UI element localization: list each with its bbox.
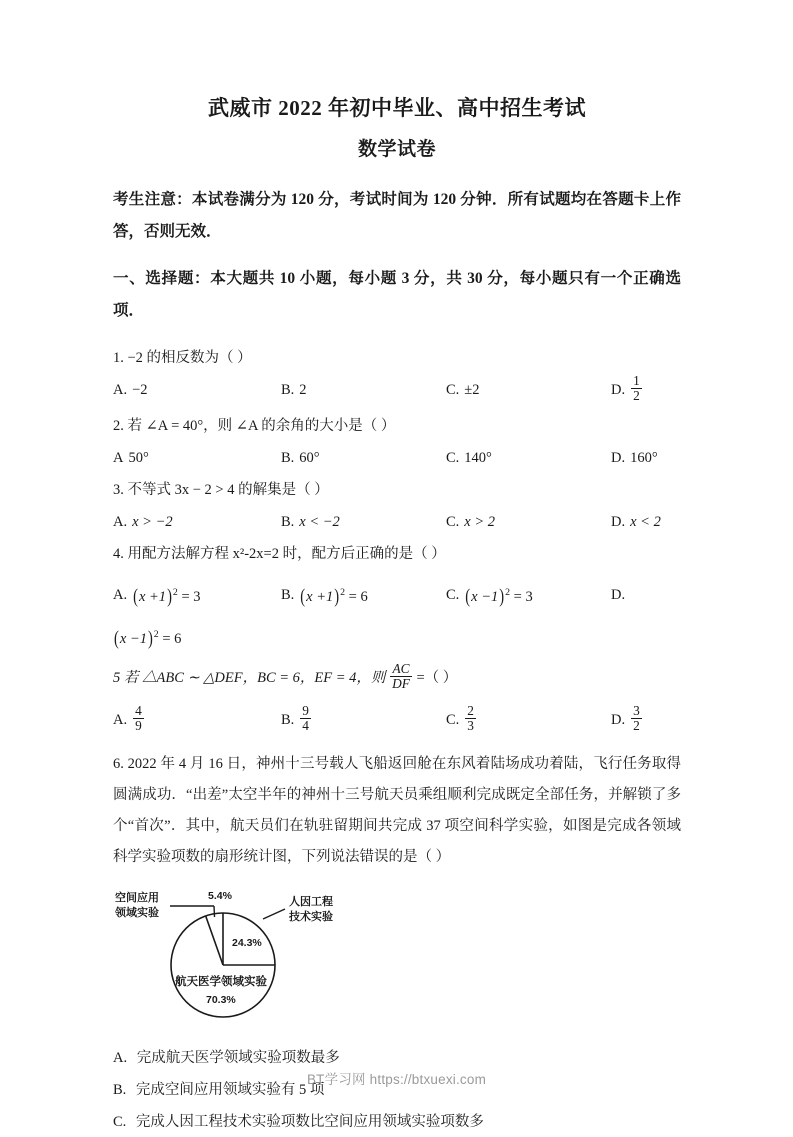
option-1-d[interactable] — [611, 372, 643, 405]
question-5-options — [113, 701, 681, 739]
option-4-a-inner: x +1 — [138, 588, 167, 605]
option-5-d-label: D. — [611, 712, 626, 729]
option-2-b[interactable] — [281, 443, 446, 473]
option-4-b-expression: $(x +1)^2 = 6$ — [300, 586, 368, 608]
option-5-c-label: C. — [446, 712, 460, 729]
option-2-d-value: 160° — [630, 449, 658, 466]
page-subtitle: 数学试卷 — [357, 139, 436, 161]
question-5-stem-text: 5 若 △ABC ∼ △DEF，BC = 6，EF = 4，则 — [113, 669, 386, 686]
option-6-b-label: B. — [113, 1082, 127, 1099]
pie-label-space-application-line2: 领域实验 — [115, 907, 159, 920]
option-4-a-expression: $(x +1)^2 = 3$ — [133, 586, 201, 608]
option-5-d-fraction — [631, 704, 642, 734]
option-2-c-value: 140° — [464, 449, 492, 466]
option-5-a-numerator: 4 — [135, 702, 142, 718]
option-3-a-label: A. — [113, 513, 128, 530]
option-5-b-denominator: 4 — [302, 718, 309, 734]
callout-line-right — [263, 909, 285, 919]
pie-value-aerospace-medicine: 70.3% — [206, 994, 236, 1007]
option-5-b-numerator: 9 — [302, 702, 309, 718]
option-5-a-label: A. — [113, 712, 128, 729]
option-2-b-label: B. — [281, 449, 295, 466]
option-4-a[interactable] — [113, 575, 281, 615]
option-5-b[interactable] — [281, 701, 446, 739]
option-1-b[interactable] — [281, 375, 446, 405]
option-1-d-label: D. — [611, 381, 626, 398]
question-5-stem — [113, 663, 681, 694]
option-4-c[interactable] — [446, 575, 611, 615]
option-4-b-label: B. — [281, 586, 295, 603]
page-content — [113, 0, 681, 1137]
option-4-c-label: C. — [446, 586, 460, 603]
option-6-b-value: 完成空间应用领域实验有 5 项 — [135, 1082, 325, 1099]
option-3-d[interactable] — [611, 507, 661, 537]
option-1-b-label: B. — [281, 381, 295, 398]
option-1-c[interactable] — [446, 375, 611, 405]
option-2-c[interactable] — [446, 443, 611, 473]
option-5-c[interactable] — [446, 701, 611, 739]
option-4-b-rhs: = 6 — [348, 588, 368, 605]
question-1-options — [113, 372, 681, 405]
pie-label-space-application-line1: 空间应用 — [115, 892, 159, 905]
option-3-c-value: x > 2 — [464, 513, 496, 530]
pie-label-human-factors-line1: 人因工程 — [289, 896, 333, 909]
option-2-c-label: C. — [446, 449, 460, 466]
question-5-stem-tail: =（ ） — [416, 669, 458, 686]
option-4-b-inner: x +1 — [306, 588, 334, 605]
option-4-d-expression: $(x -1)^2 = 6$ — [114, 627, 182, 650]
pie-label-aerospace-medicine: 航天医学领域实验 — [175, 976, 267, 989]
option-5-c-denominator: 3 — [467, 718, 474, 734]
option-3-d-label: D. — [611, 513, 626, 530]
option-6-a-value: 完成航天医学领域实验项数最多 — [136, 1050, 340, 1067]
pie-divider-left — [206, 916, 223, 965]
question-3-stem: 3. 不等式 3x − 2 > 4 的解集是（ ） — [113, 481, 329, 498]
option-6-a-label: A. — [113, 1050, 128, 1067]
option-5-a-fraction — [133, 704, 144, 734]
pie-chart-svg — [113, 883, 443, 1041]
option-3-c[interactable] — [446, 507, 611, 537]
option-4-a-label: A. — [113, 586, 128, 603]
question-1-stem: 1. −2 的相反数为（ ） — [113, 349, 252, 366]
option-2-a-value: 50° — [128, 449, 149, 466]
option-3-b[interactable] — [281, 507, 446, 537]
option-5-a[interactable] — [113, 701, 281, 739]
question-6-stem: 6. 2022 年 4 月 16 日，神州十三号载人飞船返回舱在东风着陆场成功着陆，飞行任务取得圆满成功．“出差”太空半年的神州十三号航天员乘组顺利完成既定全部任务，并解锁了多个“首次”．其中，航天员们在轨驻留期间共完成 37 项空间科学实验，如图是完成各领域科学实验项数的扇形统计图，下列说法错误的是（ ） — [113, 756, 681, 866]
section-heading-multiple-choice: 一、选择题：本大题共 10 小题，每小题 3 分，共 30 分，每小题只有一个正确选项． — [113, 270, 681, 320]
question-5-ratio-numerator: AC — [392, 661, 410, 677]
option-1-a[interactable] — [113, 375, 281, 405]
footer-watermark: BT学习网 https://btxuexi.com — [306, 1072, 487, 1087]
option-4-c-rhs: = 3 — [513, 588, 533, 605]
pie-label-human-factors-line2: 技术实验 — [289, 911, 333, 924]
pie-value-space-application: 5.4% — [208, 890, 232, 903]
option-5-d-numerator: 3 — [633, 702, 640, 718]
option-3-a-value: x > −2 — [132, 513, 173, 530]
option-1-d-denominator: 2 — [633, 388, 640, 404]
option-1-c-label: C. — [446, 381, 460, 398]
option-4-c-inner: x −1 — [471, 588, 499, 605]
question-2-options — [113, 443, 681, 473]
option-3-a[interactable] — [113, 507, 281, 537]
option-5-b-fraction — [300, 704, 311, 734]
option-2-a-label: A — [113, 449, 124, 466]
option-5-d-denominator: 2 — [633, 718, 640, 734]
option-6-c[interactable] — [113, 1107, 681, 1137]
option-3-b-label: B. — [281, 513, 295, 530]
option-1-a-value: −2 — [132, 381, 148, 398]
option-2-d-label: D. — [611, 449, 626, 466]
option-4-b[interactable] — [281, 575, 446, 615]
option-1-d-fraction — [631, 374, 642, 404]
exam-notice: 考生注意：本试卷满分为 120 分，考试时间为 120 分钟．所有试题均在答题卡上作答，否则无效． — [113, 190, 681, 240]
option-3-d-value: x < 2 — [630, 513, 661, 530]
option-1-d-numerator: 1 — [633, 372, 640, 388]
option-5-b-label: B. — [281, 712, 295, 729]
option-4-d[interactable] — [611, 577, 625, 613]
option-3-b-value: x < −2 — [299, 513, 340, 530]
option-1-b-value: 2 — [299, 381, 307, 398]
option-1-a-label: A. — [113, 381, 128, 398]
option-5-c-fraction — [465, 704, 476, 734]
option-4-d-expression-wrapped — [113, 617, 681, 657]
option-5-d[interactable] — [611, 701, 643, 739]
question-5-ratio-fraction — [390, 662, 412, 692]
option-2-b-value: 60° — [299, 449, 320, 466]
option-6-c-label: C. — [113, 1114, 127, 1131]
option-6-c-value: 完成人因工程技术实验项数比空间应用领域实验项数多 — [135, 1114, 484, 1131]
option-5-a-denominator: 9 — [135, 718, 142, 734]
option-4-d-inner: x −1 — [119, 630, 147, 647]
question-5-ratio-denominator: DF — [392, 676, 410, 692]
option-2-d[interactable] — [611, 443, 658, 473]
pie-value-human-factors: 24.3% — [232, 937, 262, 950]
question-2-stem: 2. 若 ∠A = 40°，则 ∠A 的余角的大小是（ ） — [113, 417, 396, 434]
option-4-d-rhs: = 6 — [162, 630, 182, 647]
page-title: 武威市 2022 年初中毕业、高中招生考试 — [208, 96, 586, 120]
option-4-a-rhs: = 3 — [181, 588, 201, 605]
question-4-stem: 4. 用配方法解方程 x²-2x=2 时，配方后正确的是（ ） — [113, 545, 446, 562]
callout-line-left-drop — [214, 906, 215, 917]
question-4-options — [113, 575, 681, 615]
option-1-c-value: ±2 — [464, 381, 480, 398]
pie-chart-figure — [113, 883, 681, 1041]
option-2-a[interactable] — [113, 443, 281, 473]
option-4-c-expression: $(x -1)^2 = 3$ — [465, 586, 533, 608]
question-3-options — [113, 507, 681, 537]
option-3-c-label: C. — [446, 513, 460, 530]
option-4-d-label: D. — [611, 586, 626, 603]
option-5-c-numerator: 2 — [467, 702, 474, 718]
